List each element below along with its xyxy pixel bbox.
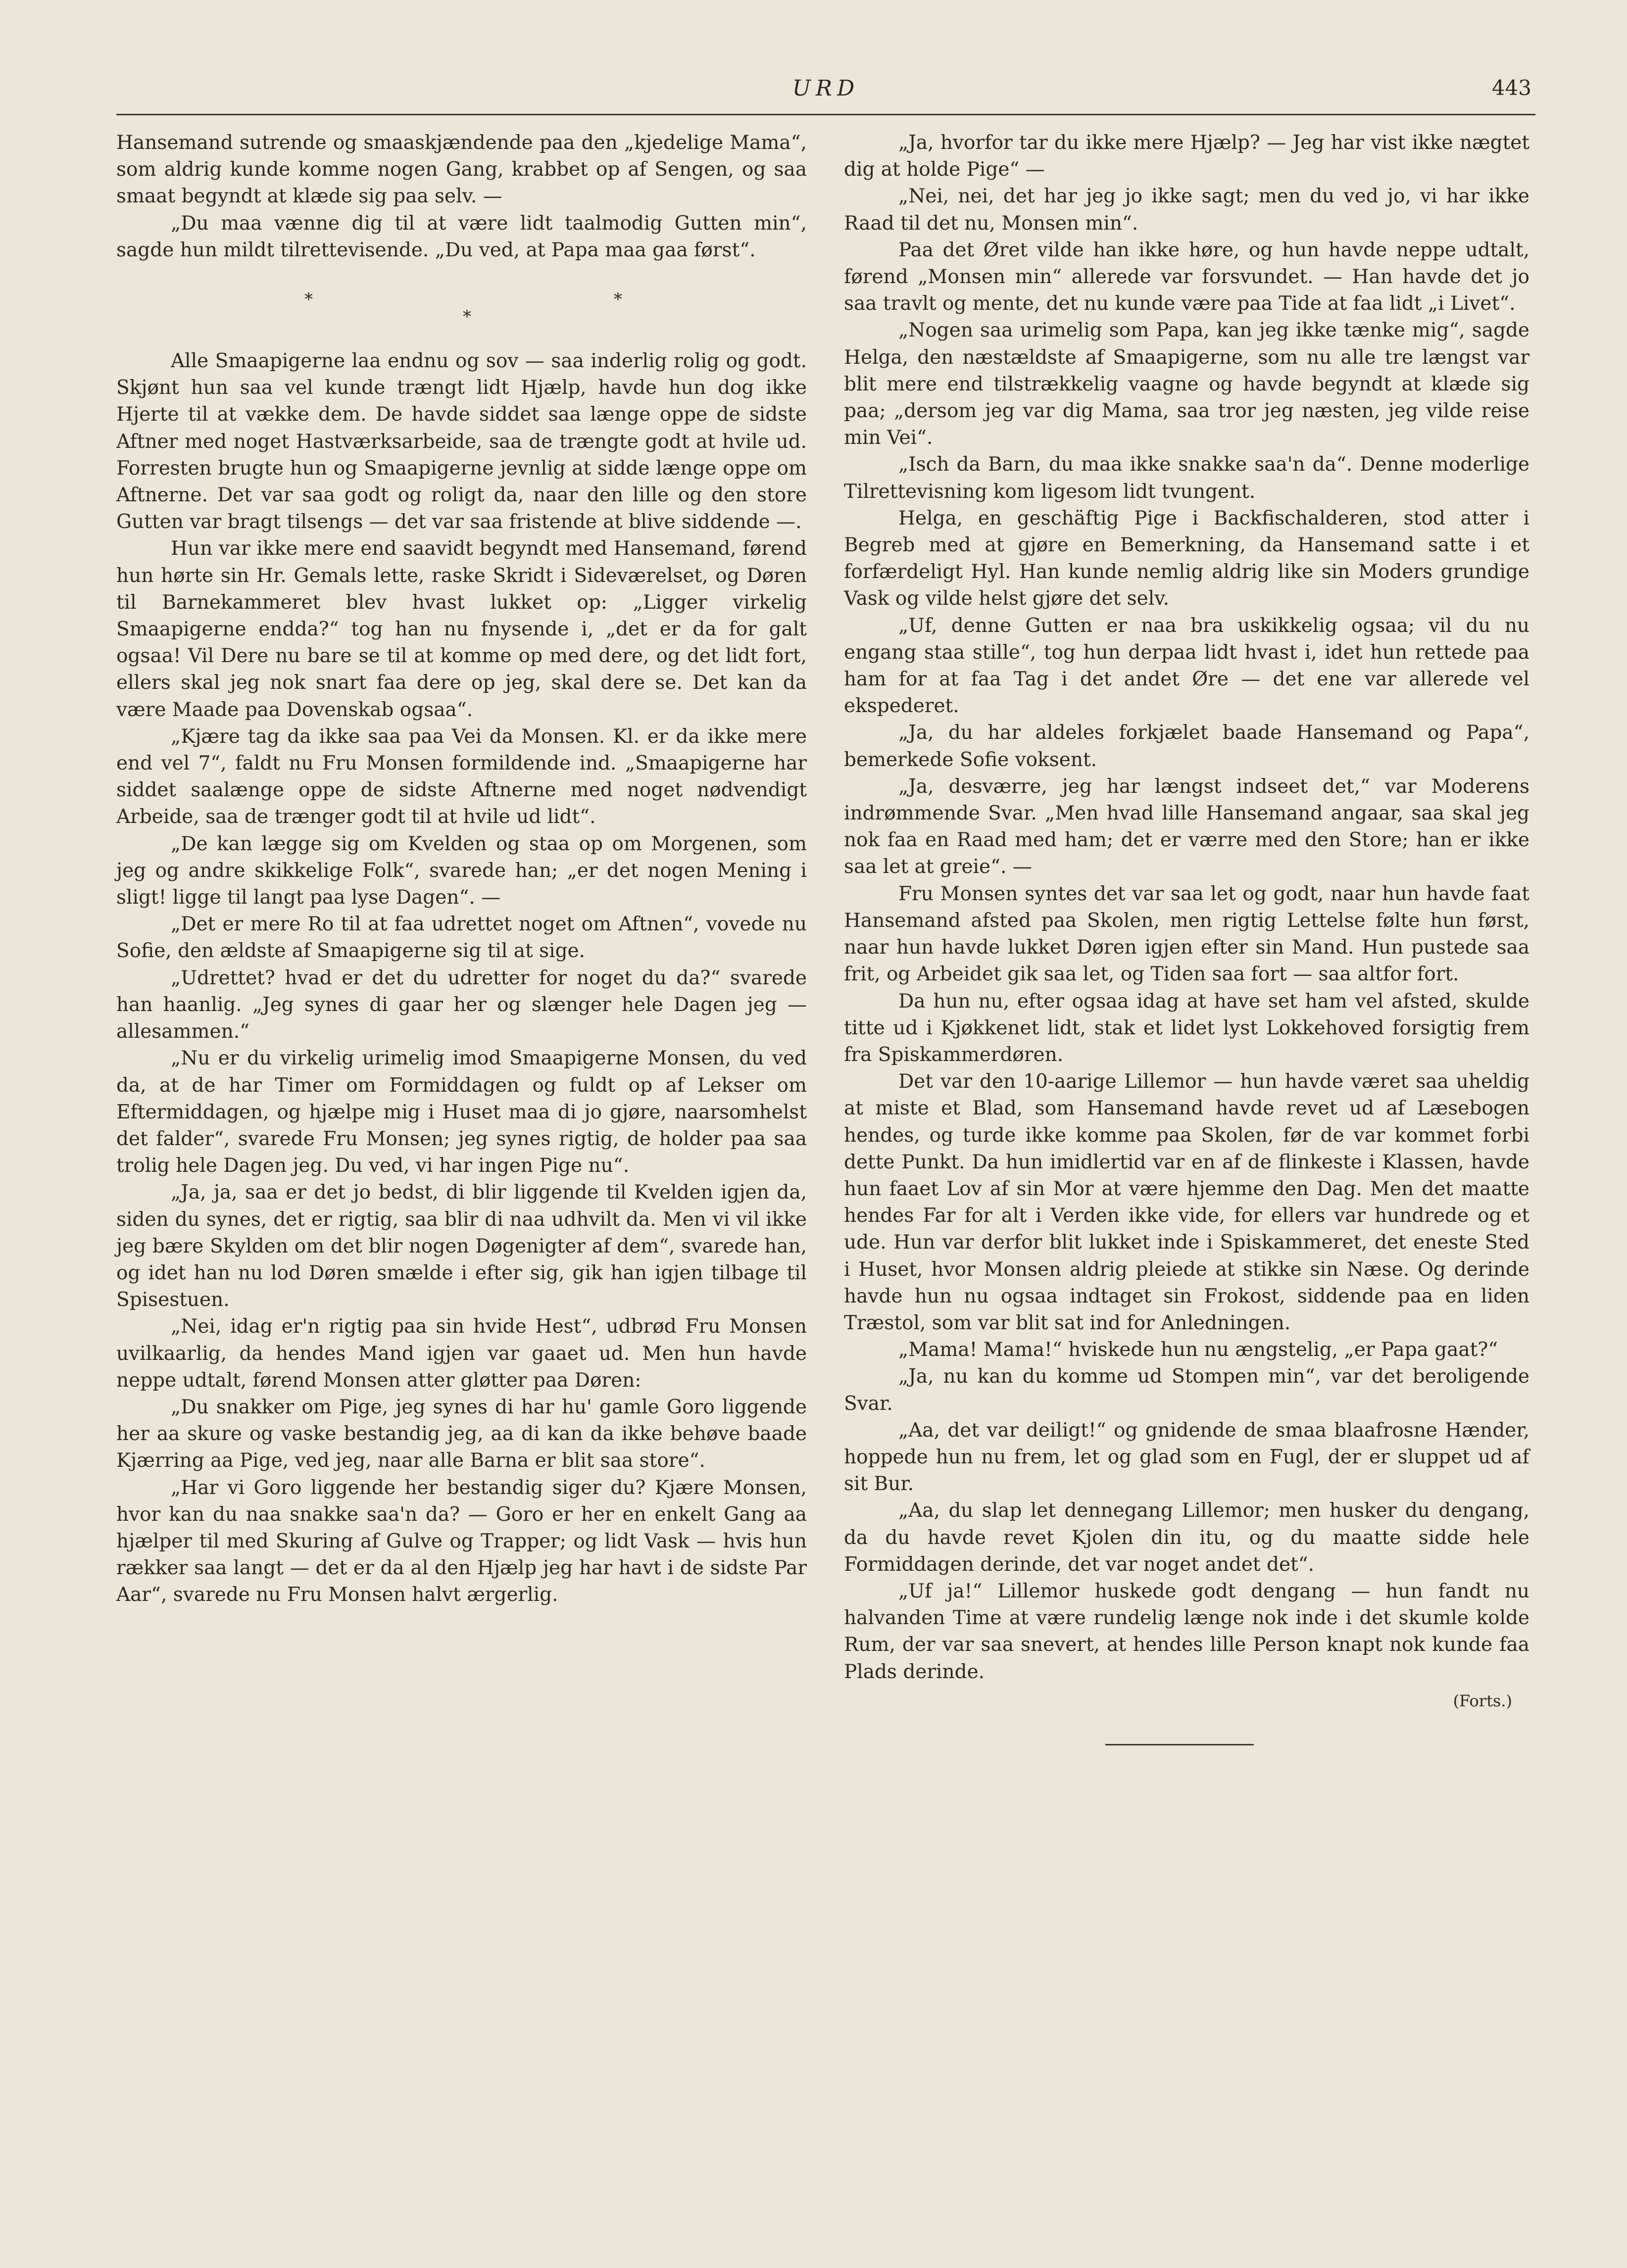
paragraph: „Uf ja!“ Lillemor huskede godt dengang — hun fandt nu halvanden Time at være rundelig længe nok inde i det skumle kolde Rum, der var saa snevert, at hendes lille Person knapt nok kunde faa Plads derinde.	[844, 1580, 1529, 1683]
paragraph: „Aa, det var deiligt!“ og gnidende de smaa blaafrosne Hænder, hoppede hun nu frem, let og glad som en Fugl, der er sluppet ud af sit Bur.	[844, 1419, 1529, 1496]
paragraph: „Ja, desværre, jeg har længst indseet det,“ var Moderens indrømmende Svar. „Men hvad lille Hansemand angaar, saa skal jeg nok faa en Raad med ham; det er værre med den Store; han er ikke saa let at greie“. —	[844, 775, 1529, 878]
paragraph: Alle Smaapigerne laa endnu og sov — saa inderlig rolig og godt. Skjønt hun saa vel kunde trængt lidt Hjælp, havde hun dog ikke Hjerte til at vække dem. De havde siddet saa længe oppe de sidste Aftner med noget Hastværksarbeide, saa de trængte godt at hvile ud. Forresten brugte hun og Smaapigerne jevnlig at sidde længe oppe om Aftnerne. Det var saa godt og roligt da, naar den lille og den store Gutten var bragt tilsengs — det var saa fristende at blive siddende —.	[116, 350, 807, 533]
paragraph: Paa det Øret vilde han ikke høre, og hun havde neppe udtalt, førend „Monsen min“ allerede var forsvundet. — Han havde det jo saa travlt og mente, det nu kunde være paa Tide at faa lidt „i Livet“.	[844, 239, 1529, 315]
paragraph: „Ja, hvorfor tar du ikke mere Hjælp? — Jeg har vist ikke nægtet dig at holde Pige“ —	[844, 132, 1529, 181]
left-column	[116, 130, 807, 1609]
paragraph: Fru Monsen syntes det var saa let og godt, naar hun havde faat Hansemand afsted paa Skolen, men rigtig Lettelse følte hun først, naar hun havde lukket Døren igjen efter sin Mand. Hun pustede saa frit, og Arbeidet gik saa let, og Tiden saa fort — saa altfor fort.	[844, 882, 1529, 986]
paragraph: Hansemand sutrende og smaaskjændende paa den „kjedelige Mama“, som aldrig kunde komme nogen Gang, krabbet op af Sengen, og saa smaat begyndt at klæde sig paa selv. —	[116, 132, 807, 208]
star-ornament: *	[463, 307, 471, 327]
right-column	[844, 130, 1529, 1745]
paragraph: „Ja, nu kan du komme ud Stompen min“, var det beroligende Svar.	[844, 1365, 1529, 1415]
running-header	[116, 67, 1535, 115]
paragraph: „Udrettet? hvad er det du udretter for noget du da?“ svarede han haanlig. „Jeg synes di gaar her og slænger hele Dagen jeg — allesammen.“	[116, 966, 807, 1043]
paragraph: Helga, en geschäftig Pige i Backfischalderen, stod atter i Begreb med at gjøre en Bemerkning, da Hansemand satte i et forfærdeligt Hyl. Han kunde nemlig aldrig like sin Moders grundige Vask og vilde helst gjøre det selv.	[844, 507, 1529, 610]
star-ornament: *	[304, 290, 313, 310]
paragraph: „Kjære tag da ikke saa paa Vei da Monsen. Kl. er da ikke mere end vel 7“, faldt nu Fru Monsen formildende ind. „Smaapigerne har siddet saalænge oppe de sidste Aftnerne med noget nødvendigt Arbeide, saa de trænger godt til at hvile ud lidt“.	[116, 725, 807, 828]
section-divider-stars	[116, 264, 807, 348]
star-ornament: *	[614, 290, 622, 310]
paragraph: „Nei, idag er'n rigtig paa sin hvide Hest“, udbrød Fru Monsen uvilkaarlig, da hendes Mand igjen var gaaet ud. Men hun havde neppe udtalt, førend Monsen atter gløtter paa Døren:	[116, 1315, 807, 1392]
paragraph: „Uf, denne Gutten er naa bra uskikkelig ogsaa; vil du nu engang staa stille“, tog hun derpaa lidt hvast i, idet hun rettede paa ham for at faa Tag i det andet Øre — det ene var allerede vel ekspederet.	[844, 614, 1529, 718]
paragraph: Det var den 10-aarige Lillemor — hun havde været saa uheldig at miste et Blad, som Hansemand havde revet ud af Læsebogen hendes, og turde ikke komme paa Skolen, før de var kommet forbi dette Punkt. Da hun imidlertid var en af de flinkeste i Klassen, havde hun faaet Lov af sin Mor at være hjemme den Dag. Men det maatte hendes Far for alt i Verden ikke vide, for ellers var hundrede og et ude. Hun var derfor blit lukket inde i Spiskammeret, det eneste Sted i Huset, hvor Monsen aldrig pleiede at stikke sin Næse. Og derinde havde hun nu ogsaa indtaget sin Frokost, siddende paa en liden Træstol, som var blit sat ind for Anledningen.	[844, 1070, 1529, 1334]
paragraph: „Mama! Mama!“ hviskede hun nu ængstelig, „er Papa gaat?“	[898, 1339, 1498, 1361]
paragraph: „De kan lægge sig om Kvelden og staa op om Morgenen, som jeg og andre skikkelige Folk“, svarede han; „er det nogen Mening i sligt! ligge til langt paa lyse Dagen“. —	[116, 832, 807, 909]
paragraph: Da hun nu, efter ogsaa idag at have set ham vel afsted, skulde titte ud i Kjøkkenet lidt, stak et lidet lyst Lokkehoved forsigtig frem fra Spiskammerdøren.	[844, 990, 1529, 1066]
end-rule	[1105, 1744, 1254, 1745]
paragraph: „Nogen saa urimelig som Papa, kan jeg ikke tænke mig“, sagde Helga, den næstældste af Smaapigerne, som nu alle tre længst var blit mere end tilstrækkelig vaagne og havde begyndt at klæde sig paa; „dersom jeg var dig Mama, saa tror jeg næsten, jeg vilde reise min Vei“.	[844, 319, 1529, 449]
running-title: URD	[792, 76, 860, 101]
paragraph: „Det er mere Ro til at faa udrettet noget om Aftnen“, vovede nu Sofie, den ældste af Smaapigerne sig til at sige.	[116, 913, 807, 963]
continued-note: (Forts.)	[1453, 1691, 1512, 1710]
paragraph: „Du maa vænne dig til at være lidt taalmodig Gutten min“, sagde hun mildt tilrettevisende. „Du ved, at Papa maa gaa først“.	[116, 212, 807, 261]
paragraph: Hun var ikke mere end saavidt begyndt med Hansemand, førend hun hørte sin Hr. Gemals lette, raske Skridt i Sideværelset, og Døren til Barnekammeret blev hvast lukket op: „Ligger virkelig Smaapigerne endda?“ tog han nu fnysende i, „det er da for galt ogsaa! Vil Dere nu bare se til at komme op med dere, og det lidt fort, ellers skal jeg nok snart faa dere op jeg, skal dere se. Det kan da være Maade paa Dovenskab ogsaa“.	[116, 537, 807, 721]
paragraph: „Har vi Goro liggende her bestandig siger du? Kjære Monsen, hvor kan du naa snakke saa'n da? — Goro er her en enkelt Gang aa hjælper til med Skuring af Gulve og Trapper; og lidt Vask — hvis hun rækker saa langt — det er da al den Hjælp jeg har havt i de sidste Par Aar“, svarede nu Fru Monsen halvt ærgerlig.	[116, 1476, 807, 1606]
paragraph: „Du snakker om Pige, jeg synes di har hu' gamle Goro liggende her aa skure og vaske bestandig jeg, aa di kan da ikke behøve baade Kjærring aa Pige, ved jeg, naar alle Barna er blit saa store“.	[116, 1396, 807, 1472]
paragraph: „Isch da Barn, du maa ikke snakke saa'n da“. Denne moderlige Tilrettevisning kom ligesom lidt tvungent.	[844, 453, 1529, 503]
paragraph: „Nei, nei, det har jeg jo ikke sagt; men du ved jo, vi har ikke Raad til det nu, Monsen min“.	[844, 185, 1529, 235]
paragraph: „Nu er du virkelig urimelig imod Smaapigerne Monsen, du ved da, at de har Timer om Formiddagen og fuldt op af Lekser om Eftermiddagen, og hjælpe mig i Huset maa di jo gjøre, naarsomhelst det falder“, svarede Fru Monsen; jeg synes rigtig, de holder paa saa trolig hele Dagen jeg. Du ved, vi har ingen Pige nu“.	[116, 1047, 807, 1177]
paragraph: „Aa, du slap let dennegang Lillemor; men husker du dengang, da du havde revet Kjolen din itu, og du maatte sidde hele Formiddagen derinde, det var noget andet det“.	[844, 1499, 1529, 1576]
paragraph: „Ja, du har aldeles forkjælet baade Hansemand og Papa“, bemerkede Sofie voksent.	[844, 722, 1529, 771]
paragraph: „Ja, ja, saa er det jo bedst, di blir liggende til Kvelden igjen da, siden du synes, det er rigtig, saa blir di naa udhvilt da. Men vi vil ikke jeg bære Skylden om det blir nogen Døgenigter af dem“, svarede han, og idet han nu lod Døren smælde i efter sig, gik han igjen tilbage til Spisestuen.	[116, 1181, 807, 1311]
page-number: 443	[1491, 76, 1531, 100]
